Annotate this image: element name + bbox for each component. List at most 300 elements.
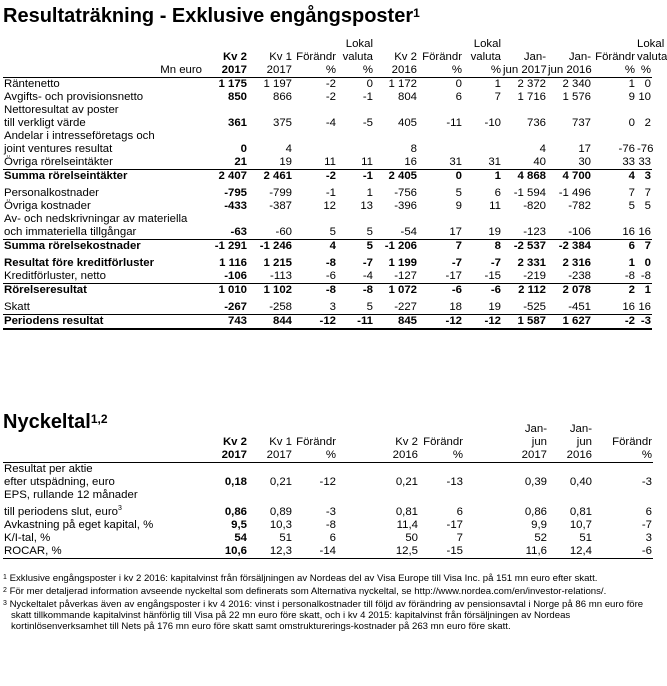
table-cell: 9 [455, 200, 462, 212]
row-label [3, 297, 203, 315]
row-label-line: Övriga rörelseintäkter [4, 156, 113, 168]
table-cell: 52 [534, 531, 547, 544]
table-row [3, 463, 653, 490]
table-cell: 1 [494, 78, 501, 90]
table-cell: 0,21 [269, 476, 292, 488]
header-cell: valuta [342, 51, 373, 63]
table-cell: 0 [644, 78, 651, 90]
table-cell: 4 700 [547, 170, 592, 184]
row-label-line: Nettoresultat av poster [4, 104, 119, 116]
table-cell: 16 [404, 156, 417, 168]
table-cell: 7 [456, 531, 463, 544]
header-cell: Jan- [523, 51, 546, 63]
table-cell: -795 [224, 187, 247, 199]
table-cell: 1 576 [562, 91, 591, 103]
row-label-line: Övriga kostnader [4, 200, 91, 212]
table-cell: 2 [592, 284, 636, 298]
row-label [3, 78, 203, 92]
table-cell: -106 [568, 226, 591, 238]
header-cell [502, 38, 547, 51]
header-cell: Förändr [422, 51, 462, 63]
table-cell: -11 [446, 117, 462, 129]
table-cell: -3 [641, 476, 652, 488]
header-cell: % [593, 449, 653, 463]
row-label [3, 253, 203, 270]
table-cell: -76 [637, 143, 654, 155]
header-cell [374, 38, 418, 51]
table-cell: 866 [272, 91, 292, 103]
row-label-line: Andelar i intresseföretags och [4, 130, 155, 142]
table-row [3, 545, 653, 559]
row-label-line: joint ventures resultat [4, 143, 113, 155]
header-cell [293, 38, 337, 51]
table-cell: -2 537 [502, 240, 547, 254]
table-cell: 6 [455, 91, 462, 103]
income-statement-title: Resultaträkning - Exklusive engångsposter$^1$ [3, 5, 420, 27]
table-cell: -6 [325, 270, 336, 282]
table-cell: -756 [394, 187, 417, 199]
table-cell: 3 [636, 170, 652, 184]
row-label [3, 519, 203, 532]
table-cell: 11 [324, 156, 336, 168]
table-cell: -13 [446, 476, 463, 488]
header-cell: Förändr [296, 436, 336, 448]
row-label-line: Av- och nedskrivningar av materiella [4, 213, 188, 225]
table-cell: 10 [638, 91, 651, 103]
table-cell: 4 [592, 170, 636, 184]
table-cell: -782 [568, 200, 591, 212]
table-cell: 1 [628, 257, 635, 269]
header-cell: Kv 1 [269, 436, 292, 448]
row-label [3, 489, 203, 519]
table-cell: 5 [337, 240, 374, 254]
table-cell: 6 [592, 240, 636, 254]
row-label [3, 104, 203, 130]
header-cell: Kv 2 [394, 51, 417, 63]
row-label [3, 270, 203, 284]
header-row [3, 38, 652, 51]
table-cell: 7 [494, 91, 501, 103]
header-cell [419, 423, 464, 436]
table-cell: 19 [488, 301, 501, 313]
header-cell [248, 423, 293, 436]
table-cell: -113 [270, 270, 292, 282]
table-cell: 1 716 [517, 91, 546, 103]
table-cell: -387 [269, 200, 292, 212]
table-cell: -5 [362, 117, 373, 129]
table-row [3, 130, 652, 156]
row-label-line: Periodens resultat [4, 315, 104, 327]
table-cell: 17 [578, 143, 591, 155]
table-cell: 6 [645, 505, 652, 518]
table-cell: 12,3 [248, 545, 293, 559]
header-cell: 2016 [548, 449, 593, 463]
table-cell: -3 [325, 505, 336, 518]
footnote [3, 586, 652, 597]
header-cell: % [337, 64, 374, 78]
table-cell: -433 [224, 200, 247, 212]
table-cell: 50 [405, 531, 418, 544]
header-cell: jun [531, 436, 547, 448]
table-cell: 33 [638, 156, 651, 168]
table-cell: -396 [394, 200, 417, 212]
header-cell: 2017 [248, 64, 293, 78]
footnote-number: 3 [3, 600, 7, 607]
header-cell: 2017 [248, 449, 293, 463]
row-label [3, 130, 203, 156]
header-cell: Lokal [637, 38, 665, 50]
table-cell: -12 [418, 315, 463, 330]
table-cell: 4 868 [502, 170, 547, 184]
table-cell: 31 [488, 156, 501, 168]
table-cell: 736 [526, 117, 546, 129]
table-cell: 1 [636, 284, 652, 298]
header-cell: valuta [637, 51, 667, 63]
header-cell [337, 423, 419, 436]
table-cell: 0,86 [524, 505, 547, 518]
table-cell: -15 [419, 545, 464, 559]
header-cell: valuta [470, 51, 501, 63]
header-cell: 2016 [374, 64, 418, 78]
table-row [3, 489, 653, 519]
table-cell: 3 [645, 531, 652, 544]
table-cell: 11 [489, 200, 501, 212]
table-cell: 31 [449, 156, 462, 168]
table-cell: -820 [523, 200, 546, 212]
table-cell: 2 078 [547, 284, 592, 298]
table-cell: 0 [455, 78, 462, 90]
row-label-line: K/I-tal, % [4, 531, 51, 544]
table-cell: 0,21 [395, 476, 418, 488]
table-cell: -14 [293, 545, 337, 559]
table-cell: 5 [366, 301, 373, 313]
table-cell: -8 [624, 270, 635, 282]
row-label [3, 284, 203, 298]
row-label [3, 213, 203, 240]
header-cell: Kv 2 [222, 51, 247, 63]
table-cell [464, 519, 503, 532]
table-row [3, 104, 652, 130]
table-cell: -525 [523, 301, 546, 313]
row-label-line: efter utspädning, euro [4, 476, 115, 488]
row-label [3, 532, 203, 545]
header-row [3, 423, 653, 436]
table-cell: 2 [644, 117, 651, 129]
header-cell: % [592, 64, 636, 78]
table-cell: 11,6 [503, 545, 548, 559]
row-label-line: ROCAR, % [4, 544, 62, 557]
table-cell: 361 [227, 117, 247, 129]
table-cell: -11 [337, 315, 374, 330]
table-cell: -8 [325, 518, 336, 531]
table-cell: 6 [329, 531, 336, 544]
table-cell [464, 545, 503, 559]
table-cell: -2 [325, 91, 336, 103]
table-row [3, 183, 652, 200]
header-row [3, 51, 652, 64]
row-label [3, 463, 203, 490]
header-cell: Kv 2 [222, 436, 247, 448]
table-cell: 51 [579, 531, 592, 544]
table-cell: 1 175 [218, 78, 247, 90]
table-cell: 12 [323, 200, 336, 212]
table-cell: 12,4 [548, 545, 593, 559]
header-cell: Lokal [473, 38, 501, 50]
row-label [3, 545, 203, 559]
header-cell: Jan- [568, 51, 591, 63]
table-cell: -123 [523, 226, 546, 238]
table-cell: 19 [488, 226, 501, 238]
table-cell: 6 [456, 505, 463, 518]
table-cell: -17 [445, 270, 462, 282]
table-cell [463, 130, 502, 156]
table-cell: -267 [224, 301, 247, 313]
table-cell: 9,5 [231, 518, 247, 531]
kpi-table [3, 423, 653, 559]
table-cell: -7 [451, 257, 462, 269]
header-cell: Mn euro [3, 64, 203, 78]
table-cell [337, 130, 374, 156]
table-cell: -799 [269, 187, 292, 199]
header-cell [3, 423, 203, 436]
header-cell [464, 449, 503, 463]
header-cell [203, 423, 248, 436]
table-cell: 10,6 [203, 545, 248, 559]
footnote-text: Exklusive engångsposter i kv 2 2016: kapitalvinst från försäljningen av Nordeas del av Visa Europe till Visa Inc. på 151 mn euro efter skatt. [6, 573, 598, 584]
table-row [3, 519, 653, 532]
table-cell: 845 [374, 315, 418, 330]
table-cell: 33 [622, 156, 635, 168]
table-cell: -7 [362, 257, 373, 269]
table-cell: 16 [638, 301, 651, 313]
table-cell: 5 [628, 200, 635, 212]
footnote [3, 573, 652, 584]
table-row [3, 253, 652, 270]
table-cell: 1 116 [219, 257, 247, 269]
row-label-line: Avgifts- och provisionsnetto [4, 91, 144, 103]
table-cell: 5 [455, 187, 462, 199]
table-cell: 54 [234, 531, 247, 544]
table-cell: 0 [240, 143, 247, 155]
row-label [3, 183, 203, 200]
table-cell: -7 [641, 518, 652, 531]
header-cell: Kv 1 [269, 51, 292, 63]
footnote-text: För mer detaljerad information avseende nyckeltal som definerats som Alternativa nyckeltal, se http://www.nordea.com/en/investor-relations/. [6, 586, 607, 597]
table-cell: -54 [400, 226, 417, 238]
table-cell: 0,89 [269, 505, 292, 518]
table-cell: 18 [449, 301, 462, 313]
table-cell: 1 [366, 187, 373, 199]
table-cell: 13 [360, 200, 373, 212]
table-cell: 1 072 [374, 284, 418, 298]
table-cell: -2 [592, 315, 636, 330]
header-cell: Förändr [612, 436, 652, 448]
table-cell: 7 [636, 240, 652, 254]
table-cell: -106 [224, 270, 247, 282]
table-cell [293, 130, 337, 156]
header-cell: Förändr [296, 51, 336, 63]
header-cell: % [636, 64, 652, 78]
table-cell: -227 [394, 301, 417, 313]
row-label-line: Avkastning på eget kapital, % [4, 518, 154, 531]
table-cell: 7 [644, 187, 651, 199]
table-cell: -1 594 [513, 187, 546, 199]
header-cell [3, 436, 203, 449]
table-cell: 1 [463, 170, 502, 184]
header-cell: jun 2016 [548, 64, 592, 76]
table-cell: 2 331 [517, 257, 546, 269]
table-cell: 1 627 [547, 315, 592, 330]
header-cell: Jan- [569, 423, 592, 435]
row-label-line: till periodens slut, euro$^3$ [4, 505, 122, 518]
table-cell: -12 [293, 315, 337, 330]
table-cell: 0,81 [395, 505, 418, 518]
footnote-number: 1 [3, 574, 7, 581]
table-cell: -10 [484, 117, 501, 129]
row-label-line: Summa rörelsekostnader [4, 240, 141, 252]
footnote-text: Nyckeltalet påverkas även av engångsposter i kv 4 2016: vinst i personalkostnader till följd av förändring av pensionsavtal i Norge på 86 mn euro före skatt tillkommande kapitalvinst hänförlig till Visa på 22 mn euro före skatt, och i kv 4 2015: kapitalvinst från försäljningen av Nordeas kortinlösenverksamhet till Nets på 176 mn euro före skatt samt omstrukturerings-kostnader på 263 mn euro före skatt. [6, 599, 644, 632]
table-cell: 7 [418, 240, 463, 254]
table-cell: -63 [230, 226, 247, 238]
table-row [3, 170, 652, 184]
kpi-title: Nyckeltal$^{1,2}$ [3, 411, 108, 433]
table-cell: -1 496 [558, 187, 591, 199]
table-cell: 2 407 [203, 170, 248, 184]
table-cell: 30 [578, 156, 591, 168]
table-cell: 2 112 [502, 284, 547, 298]
table-cell: -1 [325, 187, 336, 199]
table-cell: 16 [622, 226, 635, 238]
header-cell: 2017 [503, 449, 548, 463]
table-cell: 1 197 [263, 78, 292, 90]
table-cell: 405 [397, 117, 417, 129]
table-cell: -6 [593, 545, 653, 559]
table-cell: 10,7 [569, 518, 592, 531]
header-cell [592, 38, 636, 51]
header-cell: Lokal [345, 38, 373, 50]
table-cell: -1 [337, 170, 374, 184]
table-cell: -8 [325, 257, 336, 269]
row-label-line: Resultat per aktie [4, 463, 93, 475]
row-label [3, 91, 203, 104]
table-cell: -8 [337, 284, 374, 298]
row-label-line: Kreditförluster, netto [4, 270, 106, 282]
table-cell: -4 [325, 117, 336, 129]
header-cell [464, 436, 503, 449]
table-cell: -60 [275, 226, 292, 238]
table-cell: -2 384 [547, 240, 592, 254]
header-cell [248, 38, 293, 51]
table-cell: 5 [329, 226, 336, 238]
table-cell: -76 [618, 143, 635, 155]
footnote [3, 599, 652, 632]
table-cell: 2 340 [562, 78, 591, 90]
table-cell: -219 [523, 270, 546, 282]
table-cell: -238 [568, 270, 591, 282]
table-cell: -1 [362, 91, 373, 103]
header-cell: 2017 [203, 64, 248, 78]
header-cell: jun [576, 436, 592, 448]
table-cell: -12 [463, 315, 502, 330]
table-cell: 1 102 [248, 284, 293, 298]
table-cell [464, 463, 503, 490]
header-cell: % [293, 449, 337, 463]
table-row [3, 200, 652, 213]
table-cell: 5 [644, 200, 651, 212]
table-cell: 3 [329, 301, 336, 313]
table-cell: 0,40 [569, 476, 592, 488]
table-cell: 21 [234, 156, 247, 168]
header-cell: % [419, 449, 464, 463]
row-label-line: Resultat före kreditförluster [4, 257, 155, 269]
row-label-line: Rörelseresultat [4, 284, 87, 296]
table-cell: 19 [279, 156, 292, 168]
header-cell: % [293, 64, 337, 78]
table-cell: 0,18 [224, 476, 247, 488]
row-label [3, 170, 203, 184]
row-label-line: Summa rörelseintäkter [4, 170, 128, 182]
table-cell: 16 [622, 301, 635, 313]
header-cell: % [418, 64, 463, 78]
table-cell: -12 [319, 476, 336, 488]
table-cell: 4 [285, 143, 292, 155]
header-cell: 2017 [203, 449, 248, 463]
table-cell: 844 [248, 315, 293, 330]
table-row [3, 315, 652, 330]
header-cell: Förändr [423, 436, 463, 448]
table-cell: 5 [366, 226, 373, 238]
table-cell: -2 [293, 170, 337, 184]
table-cell: 12,5 [337, 545, 419, 559]
table-cell: 737 [571, 117, 591, 129]
table-cell: 8 [463, 240, 502, 254]
table-cell: -1 291 [203, 240, 248, 254]
table-cell: -1 246 [248, 240, 293, 254]
table-cell: 4 [293, 240, 337, 254]
table-cell: 2 372 [517, 78, 546, 90]
table-cell: 16 [638, 226, 651, 238]
table-cell: -6 [463, 284, 502, 298]
table-cell: -7 [490, 257, 501, 269]
table-row [3, 240, 652, 254]
table-cell: 11 [361, 156, 373, 168]
table-cell: -3 [636, 315, 652, 330]
row-label [3, 200, 203, 213]
table-cell: 1 010 [203, 284, 248, 298]
table-cell: -15 [484, 270, 501, 282]
table-row [3, 270, 652, 284]
table-cell: 9,9 [531, 518, 547, 531]
footnotes [3, 573, 652, 634]
row-label-line: Skatt [4, 301, 30, 313]
table-cell: 11,4 [396, 518, 418, 531]
table-cell: 0,39 [524, 476, 547, 488]
table-cell: 40 [533, 156, 546, 168]
table-row [3, 213, 652, 240]
header-cell [203, 38, 248, 51]
table-cell [464, 532, 503, 545]
table-row [3, 532, 653, 545]
table-cell: 6 [494, 187, 501, 199]
income-statement-table [3, 38, 667, 330]
table-cell: -6 [418, 284, 463, 298]
table-cell: -17 [446, 518, 463, 531]
table-cell: 0 [418, 170, 463, 184]
table-cell: -258 [269, 301, 292, 313]
table-cell: -8 [640, 270, 651, 282]
table-row [3, 91, 652, 104]
table-cell: 1 215 [263, 257, 292, 269]
